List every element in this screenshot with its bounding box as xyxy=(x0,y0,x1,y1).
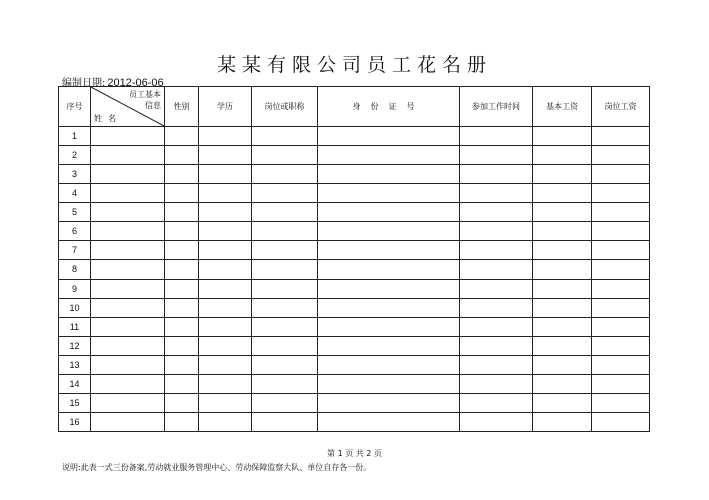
empty-cell[interactable] xyxy=(91,355,165,374)
empty-cell[interactable] xyxy=(199,222,252,241)
table-row xyxy=(59,260,650,279)
empty-cell[interactable] xyxy=(533,355,592,374)
empty-cell[interactable] xyxy=(533,412,592,431)
empty-cell[interactable] xyxy=(91,298,165,317)
empty-cell[interactable] xyxy=(199,279,252,298)
empty-cell[interactable] xyxy=(91,317,165,336)
empty-cell[interactable] xyxy=(91,260,165,279)
empty-cell[interactable] xyxy=(592,412,650,431)
row-number: 13 xyxy=(59,355,91,374)
page-indicator: 第 1 页 共 2 页 xyxy=(327,449,382,458)
empty-cell[interactable] xyxy=(252,222,318,241)
empty-cell[interactable] xyxy=(460,374,533,393)
empty-cell[interactable] xyxy=(460,146,533,165)
empty-cell[interactable] xyxy=(252,241,318,260)
empty-cell[interactable] xyxy=(199,374,252,393)
table-row xyxy=(59,336,650,355)
empty-cell[interactable] xyxy=(592,222,650,241)
empty-cell[interactable] xyxy=(460,412,533,431)
empty-cell[interactable] xyxy=(199,184,252,203)
empty-cell[interactable] xyxy=(318,374,460,393)
row-number: 9 xyxy=(59,279,91,298)
empty-cell[interactable] xyxy=(252,355,318,374)
row-number: 12 xyxy=(59,336,91,355)
row-number: 7 xyxy=(59,241,91,260)
employee-roster-table xyxy=(58,86,650,432)
empty-cell[interactable] xyxy=(165,279,199,298)
empty-cell[interactable] xyxy=(460,127,533,146)
empty-cell[interactable] xyxy=(252,279,318,298)
table-row xyxy=(59,146,650,165)
empty-cell[interactable] xyxy=(91,222,165,241)
empty-cell[interactable] xyxy=(91,412,165,431)
empty-cell[interactable] xyxy=(460,393,533,412)
empty-cell[interactable] xyxy=(533,127,592,146)
empty-cell[interactable] xyxy=(165,412,199,431)
empty-cell[interactable] xyxy=(533,146,592,165)
empty-cell[interactable] xyxy=(592,127,650,146)
empty-cell[interactable] xyxy=(592,203,650,222)
header-id-card: 身份证号 xyxy=(318,87,460,127)
empty-cell[interactable] xyxy=(460,165,533,184)
empty-cell[interactable] xyxy=(252,165,318,184)
empty-cell[interactable] xyxy=(91,184,165,203)
empty-cell[interactable] xyxy=(199,260,252,279)
row-number: 3 xyxy=(59,165,91,184)
empty-cell[interactable] xyxy=(592,298,650,317)
table-header-row xyxy=(59,87,650,127)
empty-cell[interactable] xyxy=(91,203,165,222)
empty-cell[interactable] xyxy=(252,393,318,412)
row-number: 1 xyxy=(59,127,91,146)
empty-cell[interactable] xyxy=(91,279,165,298)
empty-cell[interactable] xyxy=(460,184,533,203)
empty-cell[interactable] xyxy=(91,127,165,146)
empty-cell[interactable] xyxy=(592,317,650,336)
empty-cell[interactable] xyxy=(252,374,318,393)
header-position: 岗位或职称 xyxy=(252,87,318,127)
empty-cell[interactable] xyxy=(165,222,199,241)
empty-cell[interactable] xyxy=(252,260,318,279)
empty-cell[interactable] xyxy=(165,165,199,184)
header-gender: 性别 xyxy=(165,87,199,127)
row-number: 14 xyxy=(59,374,91,393)
empty-cell[interactable] xyxy=(165,355,199,374)
table-row xyxy=(59,374,650,393)
empty-cell[interactable] xyxy=(165,336,199,355)
table-row xyxy=(59,203,650,222)
empty-cell[interactable] xyxy=(91,165,165,184)
table-row xyxy=(59,184,650,203)
header-basic-info xyxy=(129,89,161,111)
empty-cell[interactable] xyxy=(533,336,592,355)
empty-cell[interactable] xyxy=(199,127,252,146)
empty-cell[interactable] xyxy=(592,355,650,374)
table-row xyxy=(59,127,650,146)
table-row xyxy=(59,393,650,412)
empty-cell[interactable] xyxy=(460,298,533,317)
empty-cell[interactable] xyxy=(318,241,460,260)
empty-cell[interactable] xyxy=(318,146,460,165)
empty-cell[interactable] xyxy=(460,279,533,298)
empty-cell[interactable] xyxy=(533,260,592,279)
empty-cell[interactable] xyxy=(318,127,460,146)
compile-date-label: 编制日期: xyxy=(62,78,106,89)
empty-cell[interactable] xyxy=(533,184,592,203)
empty-cell[interactable] xyxy=(592,184,650,203)
empty-cell[interactable] xyxy=(318,165,460,184)
table-row xyxy=(59,241,650,260)
row-number: 16 xyxy=(59,412,91,431)
empty-cell[interactable] xyxy=(165,298,199,317)
empty-cell[interactable] xyxy=(533,298,592,317)
empty-cell[interactable] xyxy=(460,336,533,355)
empty-cell[interactable] xyxy=(199,355,252,374)
header-basic-info-line2: 信息 xyxy=(145,101,161,110)
empty-cell[interactable] xyxy=(592,241,650,260)
empty-cell[interactable] xyxy=(252,317,318,336)
empty-cell[interactable] xyxy=(165,241,199,260)
empty-cell[interactable] xyxy=(165,260,199,279)
table-row xyxy=(59,317,650,336)
empty-cell[interactable] xyxy=(165,374,199,393)
empty-cell[interactable] xyxy=(165,317,199,336)
empty-cell[interactable] xyxy=(199,298,252,317)
header-seq: 序号 xyxy=(59,87,91,127)
document-title: 某某有限公司员工花名册 xyxy=(216,54,492,76)
empty-cell[interactable] xyxy=(533,165,592,184)
empty-cell[interactable] xyxy=(592,260,650,279)
empty-cell[interactable] xyxy=(91,146,165,165)
empty-cell[interactable] xyxy=(165,393,199,412)
empty-cell[interactable] xyxy=(318,355,460,374)
empty-cell[interactable] xyxy=(165,127,199,146)
empty-cell[interactable] xyxy=(252,127,318,146)
empty-cell[interactable] xyxy=(91,374,165,393)
empty-cell[interactable] xyxy=(199,241,252,260)
empty-cell[interactable] xyxy=(199,336,252,355)
empty-cell[interactable] xyxy=(460,317,533,336)
empty-cell[interactable] xyxy=(592,336,650,355)
table-row xyxy=(59,279,650,298)
empty-cell[interactable] xyxy=(318,260,460,279)
compile-date-value: 2012-06-06 xyxy=(107,77,164,89)
empty-cell[interactable] xyxy=(460,222,533,241)
empty-cell[interactable] xyxy=(318,184,460,203)
empty-cell[interactable] xyxy=(533,222,592,241)
footnote: 说明:此表一式三份备案,劳动就业服务管理中心、劳动保障监察大队、单位自存各一份。 xyxy=(62,463,372,472)
header-name: 姓名 xyxy=(94,114,122,123)
empty-cell[interactable] xyxy=(318,336,460,355)
header-education: 学历 xyxy=(199,87,252,127)
empty-cell[interactable] xyxy=(252,184,318,203)
empty-cell[interactable] xyxy=(199,393,252,412)
table-row xyxy=(59,412,650,431)
empty-cell[interactable] xyxy=(252,146,318,165)
row-number: 15 xyxy=(59,393,91,412)
empty-cell[interactable] xyxy=(592,374,650,393)
table-row xyxy=(59,165,650,184)
empty-cell[interactable] xyxy=(252,298,318,317)
empty-cell[interactable] xyxy=(165,184,199,203)
header-basic-info-line1: 员工基本 xyxy=(129,90,161,99)
empty-cell[interactable] xyxy=(199,317,252,336)
empty-cell[interactable] xyxy=(318,298,460,317)
empty-cell[interactable] xyxy=(460,203,533,222)
empty-cell[interactable] xyxy=(165,203,199,222)
empty-cell[interactable] xyxy=(252,203,318,222)
empty-cell[interactable] xyxy=(460,260,533,279)
empty-cell[interactable] xyxy=(318,412,460,431)
row-number: 4 xyxy=(59,184,91,203)
empty-cell[interactable] xyxy=(318,279,460,298)
empty-cell[interactable] xyxy=(252,336,318,355)
empty-cell[interactable] xyxy=(533,241,592,260)
row-number: 5 xyxy=(59,203,91,222)
row-number: 11 xyxy=(59,317,91,336)
empty-cell[interactable] xyxy=(592,279,650,298)
empty-cell[interactable] xyxy=(533,317,592,336)
empty-cell[interactable] xyxy=(199,203,252,222)
row-number: 8 xyxy=(59,260,91,279)
table-row xyxy=(59,355,650,374)
header-name-diagonal-cell xyxy=(91,87,165,127)
empty-cell[interactable] xyxy=(318,203,460,222)
empty-cell[interactable] xyxy=(165,146,199,165)
empty-cell[interactable] xyxy=(199,146,252,165)
empty-cell[interactable] xyxy=(252,412,318,431)
empty-cell[interactable] xyxy=(460,355,533,374)
empty-cell[interactable] xyxy=(91,241,165,260)
empty-cell[interactable] xyxy=(533,393,592,412)
empty-cell[interactable] xyxy=(460,241,533,260)
row-number: 6 xyxy=(59,222,91,241)
header-work-start: 参加工作时间 xyxy=(460,87,533,127)
empty-cell[interactable] xyxy=(533,374,592,393)
empty-cell[interactable] xyxy=(199,165,252,184)
row-number: 10 xyxy=(59,298,91,317)
table-row xyxy=(59,298,650,317)
header-post-salary: 岗位工资 xyxy=(592,87,650,127)
empty-cell[interactable] xyxy=(533,203,592,222)
empty-cell[interactable] xyxy=(318,393,460,412)
empty-cell[interactable] xyxy=(318,317,460,336)
empty-cell[interactable] xyxy=(199,412,252,431)
empty-cell[interactable] xyxy=(91,336,165,355)
empty-cell[interactable] xyxy=(91,393,165,412)
empty-cell[interactable] xyxy=(592,146,650,165)
row-number: 2 xyxy=(59,146,91,165)
empty-cell[interactable] xyxy=(592,165,650,184)
empty-cell[interactable] xyxy=(592,393,650,412)
table-row xyxy=(59,222,650,241)
empty-cell[interactable] xyxy=(318,222,460,241)
header-base-salary: 基本工资 xyxy=(533,87,592,127)
empty-cell[interactable] xyxy=(533,279,592,298)
